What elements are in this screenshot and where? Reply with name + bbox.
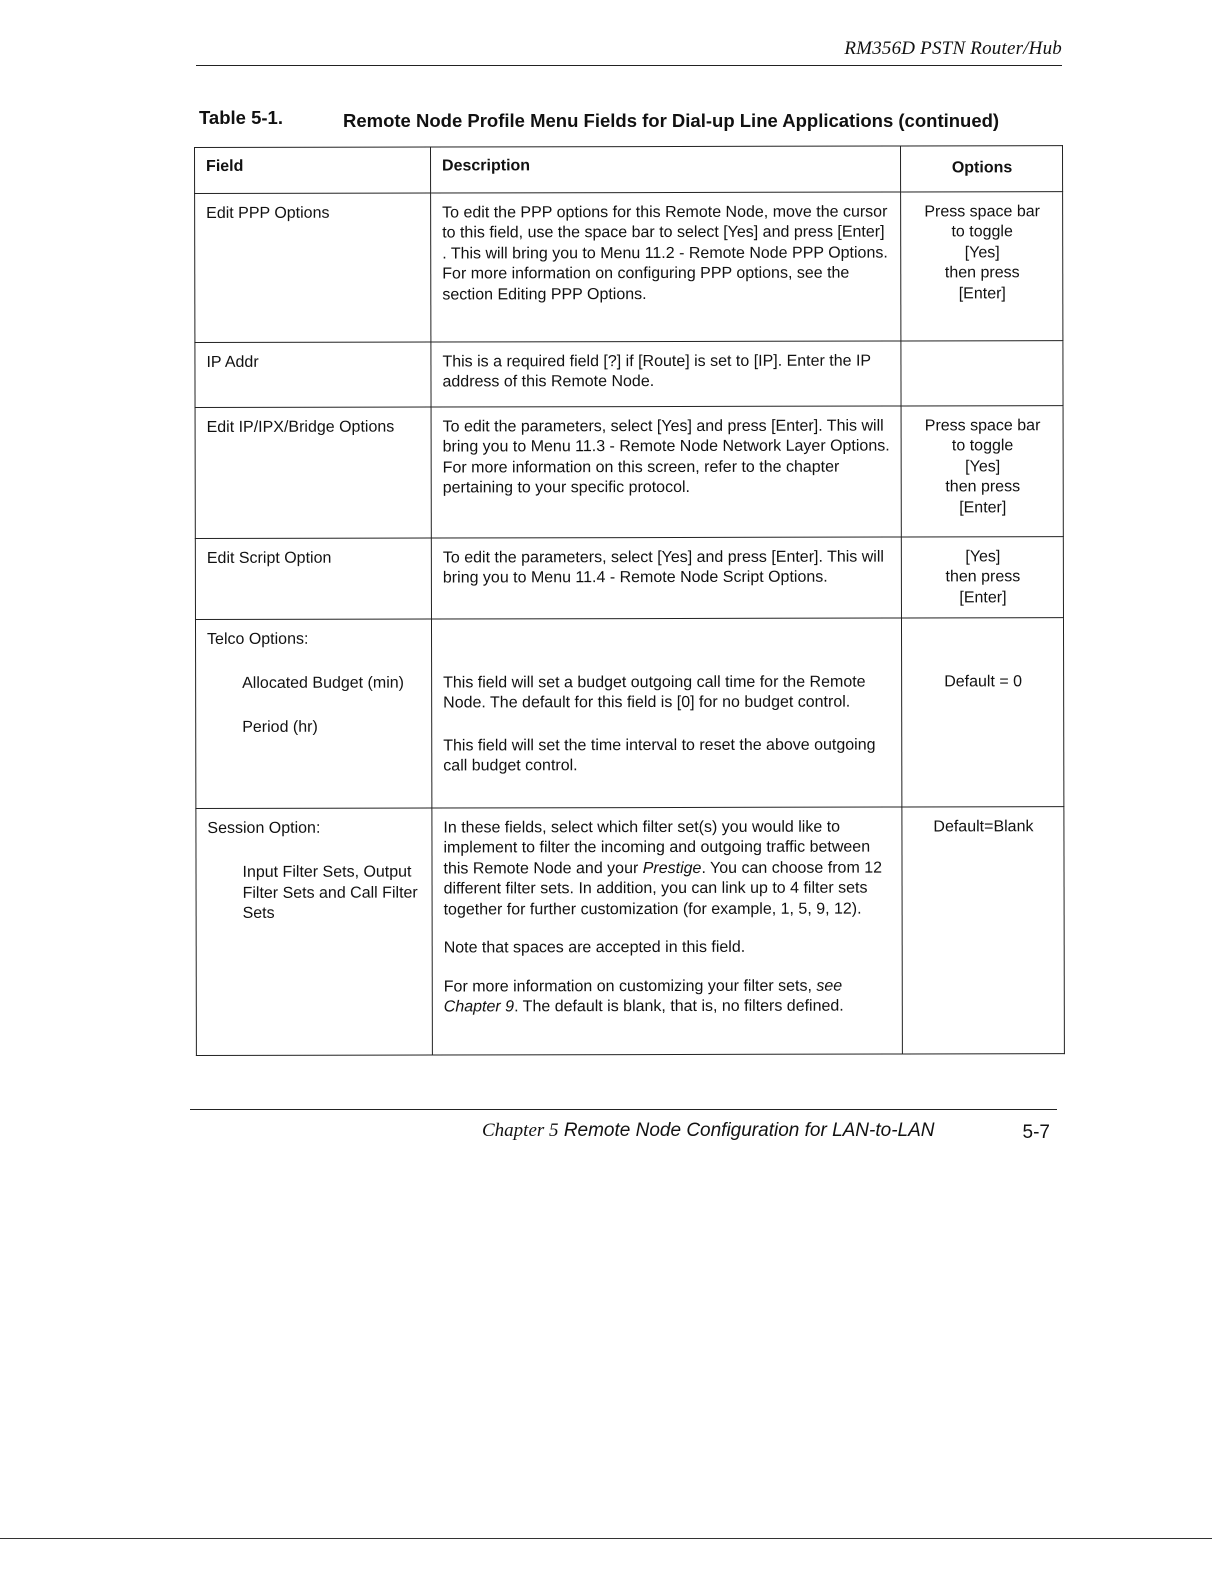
- scan-bottom-rule: [0, 1538, 1212, 1539]
- column-header-description: Description: [431, 146, 901, 192]
- options-line: [Yes]: [964, 243, 1000, 261]
- description-cell: To edit the PPP options for this Remote Node, move the cursor to this field, use the space bar to select [Yes] and press [Enter] . This will bring you to Menu 11.2 - Remote Node PPP Options. For more information on configuring PPP options, see the section Editing PPP Options.: [431, 192, 901, 342]
- table-row: [196, 806, 1065, 1055]
- options-line: [Enter]: [958, 284, 1006, 302]
- description-cell: [432, 807, 903, 1055]
- options-cell: [901, 617, 1063, 806]
- table-row: [195, 340, 1063, 407]
- running-header: RM356D PSTN Router/Hub: [844, 38, 1062, 59]
- table-row: [195, 536, 1063, 619]
- column-header-options: Options: [900, 146, 1062, 192]
- column-header-field: Field: [195, 147, 431, 193]
- description-cell: This is a required field [?] if [Route] is set to [IP]. Enter the IP address of this Remote Node.: [431, 341, 901, 407]
- field-cell: [196, 808, 433, 1055]
- table-row: [195, 191, 1063, 342]
- header-rule: [196, 65, 1062, 66]
- options-line: then press: [945, 568, 1021, 586]
- allocated-budget-description: This field will set a budget outgoing call time for the Remote Node. The default for this field is [0] for no budget control.: [443, 673, 866, 712]
- description-cell: To edit the parameters, select [Yes] and press [Enter]. This will bring you to Menu 11.4 - Remote Node Script Options.: [431, 537, 901, 619]
- options-cell: [901, 405, 1063, 536]
- page-number: 5-7: [1022, 1122, 1050, 1143]
- session-option-label: Session Option:: [207, 819, 321, 837]
- options-line: Press space bar: [924, 416, 1041, 434]
- description-cell: To edit the parameters, select [Yes] and press [Enter]. This will bring you to Menu 11.3 - Remote Node Network Layer Options. For more information on this screen, refer to the chapter pertaining to your specific protocol.: [431, 406, 901, 538]
- field-cell: IP Addr: [195, 342, 431, 407]
- options-line: [Yes]: [965, 457, 1001, 475]
- options-line: [Enter]: [959, 498, 1007, 516]
- table-row: [195, 405, 1063, 538]
- table-number: Table 5-1.: [199, 107, 283, 128]
- options-line: Press space bar: [924, 202, 1040, 220]
- options-line: then press: [945, 478, 1021, 496]
- options-cell: Default=Blank: [902, 806, 1065, 1053]
- options-line: to toggle: [951, 437, 1014, 455]
- table-header-row: [195, 146, 1063, 193]
- description-paragraph: In these fields, select which filter set(s) you would like to implement to filter the incoming and outgoing traffic between this Remote Node and your Prestige. You can choose from 12 different filter sets. In addition, you can link up to 4 filter sets together for further customization (for example, 1, 5, 9, 12).: [443, 818, 883, 918]
- chapter-reference: Chapter 5 Remote Node Configuration for LAN-to-LAN: [482, 1120, 935, 1141]
- field-cell: Edit IP/IPX/Bridge Options: [195, 407, 431, 538]
- fields-table: [194, 145, 1065, 1055]
- description-cell: [431, 618, 901, 808]
- field-cell: Edit Script Option: [195, 538, 431, 619]
- options-line: to toggle: [951, 223, 1013, 241]
- field-cell: Edit PPP Options: [195, 193, 431, 342]
- options-line: [Yes]: [965, 547, 1001, 565]
- allocated-budget-default: Default = 0: [944, 672, 1023, 690]
- table-row: [195, 617, 1063, 808]
- allocated-budget-label: Allocated Budget (min): [242, 674, 405, 692]
- footer-rule: [190, 1109, 1057, 1110]
- description-paragraph: For more information on customizing your filter sets, see Chapter 9. The default is blank, that is, no filters defined.: [443, 977, 844, 1016]
- options-cell: [901, 536, 1063, 617]
- options-line: [Enter]: [959, 588, 1007, 606]
- period-description: This field will set the time interval to reset the above outgoing call budget control.: [443, 736, 876, 775]
- period-label: Period (hr): [242, 718, 318, 736]
- field-cell: [195, 619, 431, 808]
- options-cell: [901, 340, 1063, 405]
- table-title: Remote Node Profile Menu Fields for Dial-up Line Applications (continued): [343, 110, 1000, 131]
- telco-options-label: Telco Options:: [207, 630, 309, 648]
- description-paragraph: Note that spaces are accepted in this field.: [443, 938, 746, 957]
- filter-sets-label: Input Filter Sets, Output Filter Sets and Call Filter Sets: [242, 863, 418, 922]
- options-line: then press: [944, 264, 1020, 282]
- options-cell: [901, 191, 1063, 340]
